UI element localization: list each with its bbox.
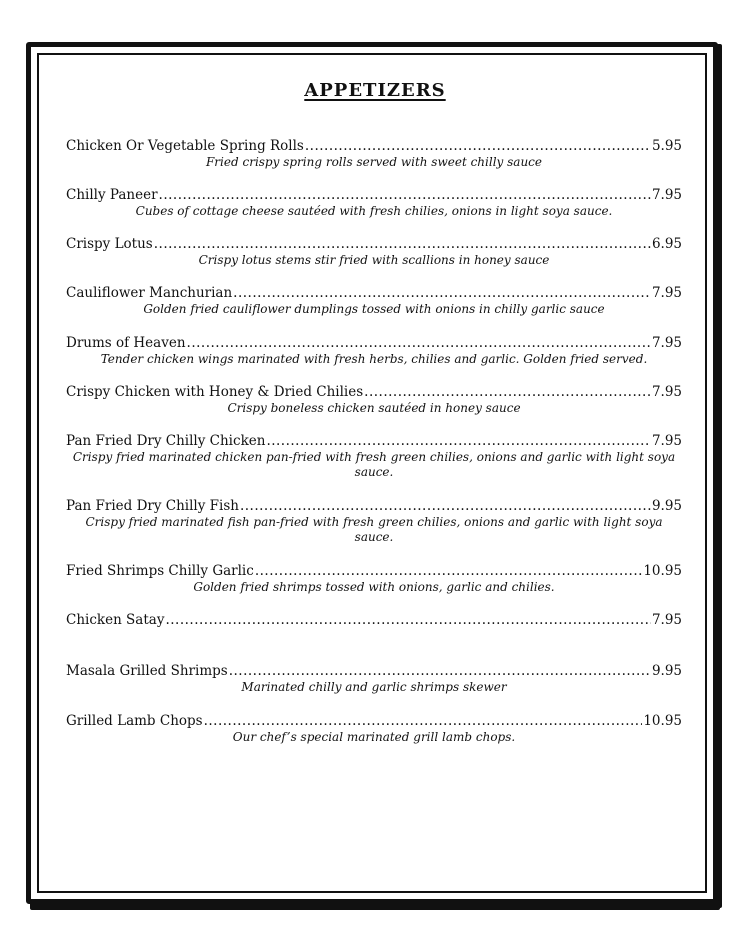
section-title: APPETIZERS: [304, 80, 446, 101]
menu-item-name: Fried Shrimps Chilly Garlic: [66, 563, 254, 579]
menu-item-price: 5.95: [651, 138, 682, 154]
menu-item-price: 10.95: [643, 713, 682, 729]
menu-item-description: Marinated chilly and garlic shrimps skewer: [241, 680, 507, 694]
menu-item-description: Crispy boneless chicken sautéed in honey sauce: [227, 401, 521, 415]
menu-item-description: Cubes of cottage cheese sautéed with fresh chilies, onions in light soya sauce.: [135, 204, 613, 218]
section-title-wrapper: [0, 80, 750, 101]
menu-item-line: [66, 563, 682, 580]
menu-item-description: Tender chicken wings marinated with fresh herbs, chilies and garlic. Golden fried served.: [100, 352, 648, 366]
menu-item-leader-dots: [266, 433, 651, 450]
menu-item-line: [66, 498, 682, 515]
menu-list: [66, 138, 682, 753]
menu-item-price: 9.95: [651, 498, 682, 514]
menu-item-name: Drums of Heaven: [66, 335, 186, 351]
menu-item-line: [66, 335, 682, 352]
menu-item: [66, 285, 682, 335]
menu-item-name: Grilled Lamb Chops: [66, 713, 203, 729]
menu-item: [66, 384, 682, 433]
menu-item: [66, 612, 682, 663]
menu-item: [66, 663, 682, 713]
menu-item-leader-dots: [187, 335, 651, 352]
menu-item-line: [66, 384, 682, 401]
menu-item-description: Crispy fried marinated fish pan-fried with fresh green chilies, onions and garlic with light soya sauce.: [85, 515, 663, 544]
menu-item-description: Fried crispy spring rolls served with sweet chilly sauce: [205, 155, 542, 169]
menu-item-leader-dots: [305, 138, 651, 155]
menu-item-leader-dots: [204, 713, 643, 730]
menu-item-price: 7.95: [651, 384, 682, 400]
menu-border-bottom-edge: [30, 900, 720, 910]
menu-item-price: 7.95: [651, 612, 682, 628]
menu-item-description: Golden fried shrimps tossed with onions, garlic and chilies.: [193, 580, 555, 594]
menu-item-line: [66, 285, 682, 302]
menu-item-leader-dots: [233, 285, 651, 302]
menu-item-name: Chicken Or Vegetable Spring Rolls: [66, 138, 304, 154]
menu-item-name: Cauliflower Manchurian: [66, 285, 233, 301]
menu-item-line: [66, 433, 682, 450]
menu-item-description: Crispy fried marinated chicken pan-fried with fresh green chilies, onions and garlic with light soya sauce.: [72, 450, 676, 479]
menu-item-leader-dots: [229, 663, 651, 680]
menu-item: [66, 138, 682, 187]
menu-item: [66, 236, 682, 285]
menu-item-leader-dots: [165, 612, 650, 629]
menu-item: [66, 563, 682, 612]
menu-item-line: [66, 138, 682, 155]
menu-border-right-edge: [716, 44, 722, 908]
menu-item-price: 10.95: [643, 563, 682, 579]
menu-item-price: 9.95: [651, 663, 682, 679]
menu-item-price: 7.95: [651, 285, 682, 301]
menu-item-line: [66, 236, 682, 253]
menu-item-leader-dots: [240, 498, 651, 515]
menu-item-line: [66, 713, 682, 730]
menu-item-description: Golden fried cauliflower dumplings tossed with onions in chilly garlic sauce: [143, 302, 605, 316]
menu-item-line: [66, 612, 682, 629]
menu-item-price: 7.95: [651, 335, 682, 351]
menu-item: [66, 713, 682, 753]
menu-item-name: Chicken Satay: [66, 612, 165, 628]
menu-item: [66, 187, 682, 236]
menu-item-name: Chilly Paneer: [66, 187, 158, 203]
menu-item-leader-dots: [364, 384, 651, 401]
menu-item: [66, 498, 682, 563]
menu-item-name: Pan Fried Dry Chilly Fish: [66, 498, 239, 514]
menu-item: [66, 335, 682, 384]
menu-item-price: 7.95: [651, 187, 682, 203]
menu-item-name: Pan Fried Dry Chilly Chicken: [66, 433, 266, 449]
menu-item-name: Crispy Chicken with Honey & Dried Chilies: [66, 384, 364, 400]
menu-item-price: 6.95: [651, 236, 682, 252]
menu-item-description: Our chef’s special marinated grill lamb chops.: [232, 730, 516, 744]
menu-item: [66, 433, 682, 498]
menu-item-name: Masala Grilled Shrimps: [66, 663, 228, 679]
menu-item-leader-dots: [159, 187, 651, 204]
menu-item-description: Crispy lotus stems stir fried with scallions in honey sauce: [198, 253, 550, 267]
menu-item-line: [66, 663, 682, 680]
menu-item-line: [66, 187, 682, 204]
menu-item-leader-dots: [255, 563, 643, 580]
menu-item-price: 7.95: [651, 433, 682, 449]
menu-item-leader-dots: [154, 236, 651, 253]
menu-item-name: Crispy Lotus: [66, 236, 153, 252]
